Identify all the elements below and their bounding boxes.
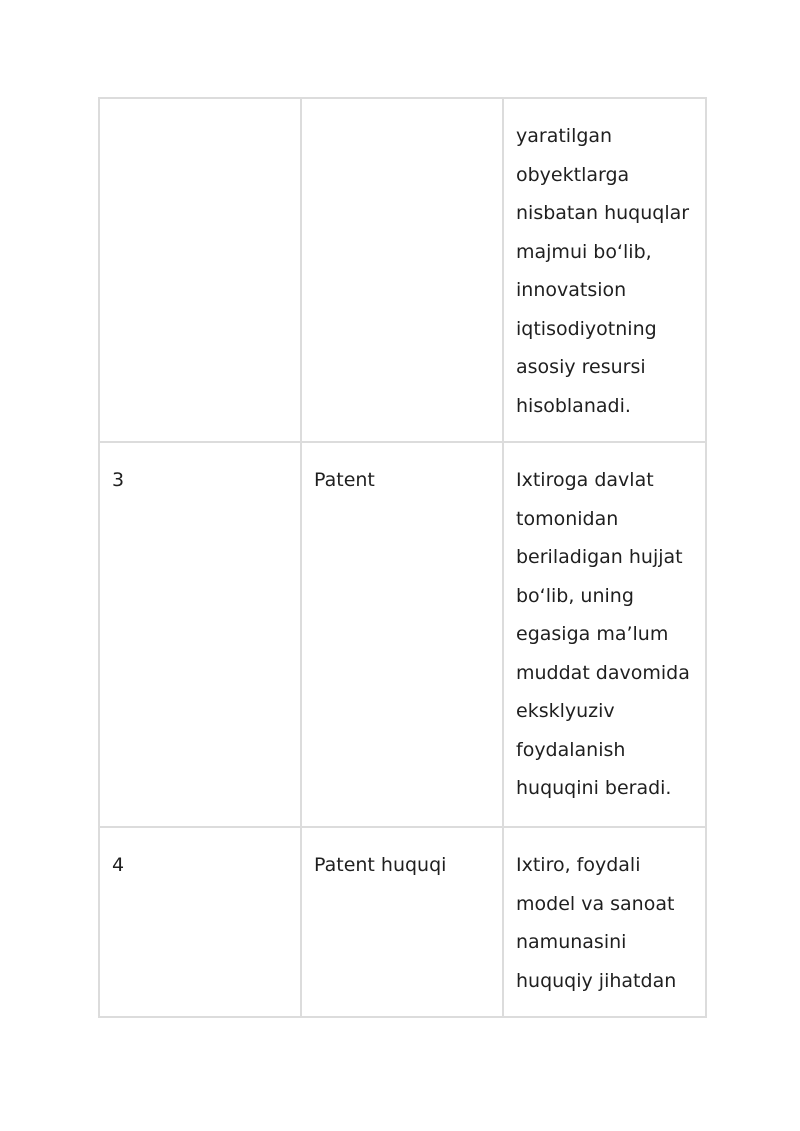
- definition-text: [516, 117, 693, 425]
- definition-line: foydalanish: [516, 738, 626, 761]
- definition-line: eksklyuziv: [516, 700, 615, 722]
- definition-line: bo‘lib, uning: [516, 584, 634, 607]
- term-text: Patent: [314, 469, 375, 491]
- definition-cell: [503, 442, 706, 827]
- definition-line: hisoblanadi.: [516, 394, 631, 417]
- term-cell: [301, 98, 503, 442]
- definition-line: namunasini: [516, 931, 627, 953]
- row-number-cell: [99, 827, 301, 1017]
- definition-line: innovatsion: [516, 279, 627, 301]
- definition-line: huquqini beradi.: [516, 777, 672, 799]
- table-row: [99, 442, 706, 827]
- row-number-cell: [99, 98, 301, 442]
- definition-line: huquqiy jihatdan: [516, 969, 677, 992]
- definition-cell: [503, 827, 706, 1017]
- definition-line: obyektlarga: [516, 163, 630, 186]
- definition-line: yaratilgan: [516, 125, 613, 147]
- term-cell: [301, 827, 503, 1017]
- table-row: [99, 98, 706, 442]
- term-cell: [301, 442, 503, 827]
- definition-line: tomonidan: [516, 507, 619, 530]
- definition-line: model va sanoat: [516, 892, 675, 915]
- definition-line: muddat davomida: [516, 661, 690, 684]
- definition-text: [516, 846, 693, 1000]
- definition-cell: [503, 98, 706, 442]
- definition-line: egasiga ma’lum: [516, 623, 669, 645]
- definition-line: beriladigan hujjat: [516, 546, 683, 568]
- definition-line: nisbatan huquqlar: [516, 202, 690, 224]
- definition-text: [516, 461, 693, 808]
- definition-line: iqtisodiyotning: [516, 317, 657, 340]
- definition-line: asosiy resursi: [516, 356, 646, 378]
- term-text: Patent huquqi: [314, 854, 447, 876]
- definition-line: Ixtiro, foydali: [516, 854, 641, 876]
- table-row: [99, 827, 706, 1017]
- row-number-cell: [99, 442, 301, 827]
- glossary-table: [98, 97, 707, 1018]
- row-number: 4: [112, 854, 125, 876]
- definition-line: Ixtiroga davlat: [516, 469, 654, 491]
- definition-line: majmui bo‘lib,: [516, 240, 652, 263]
- row-number: 3: [112, 469, 125, 491]
